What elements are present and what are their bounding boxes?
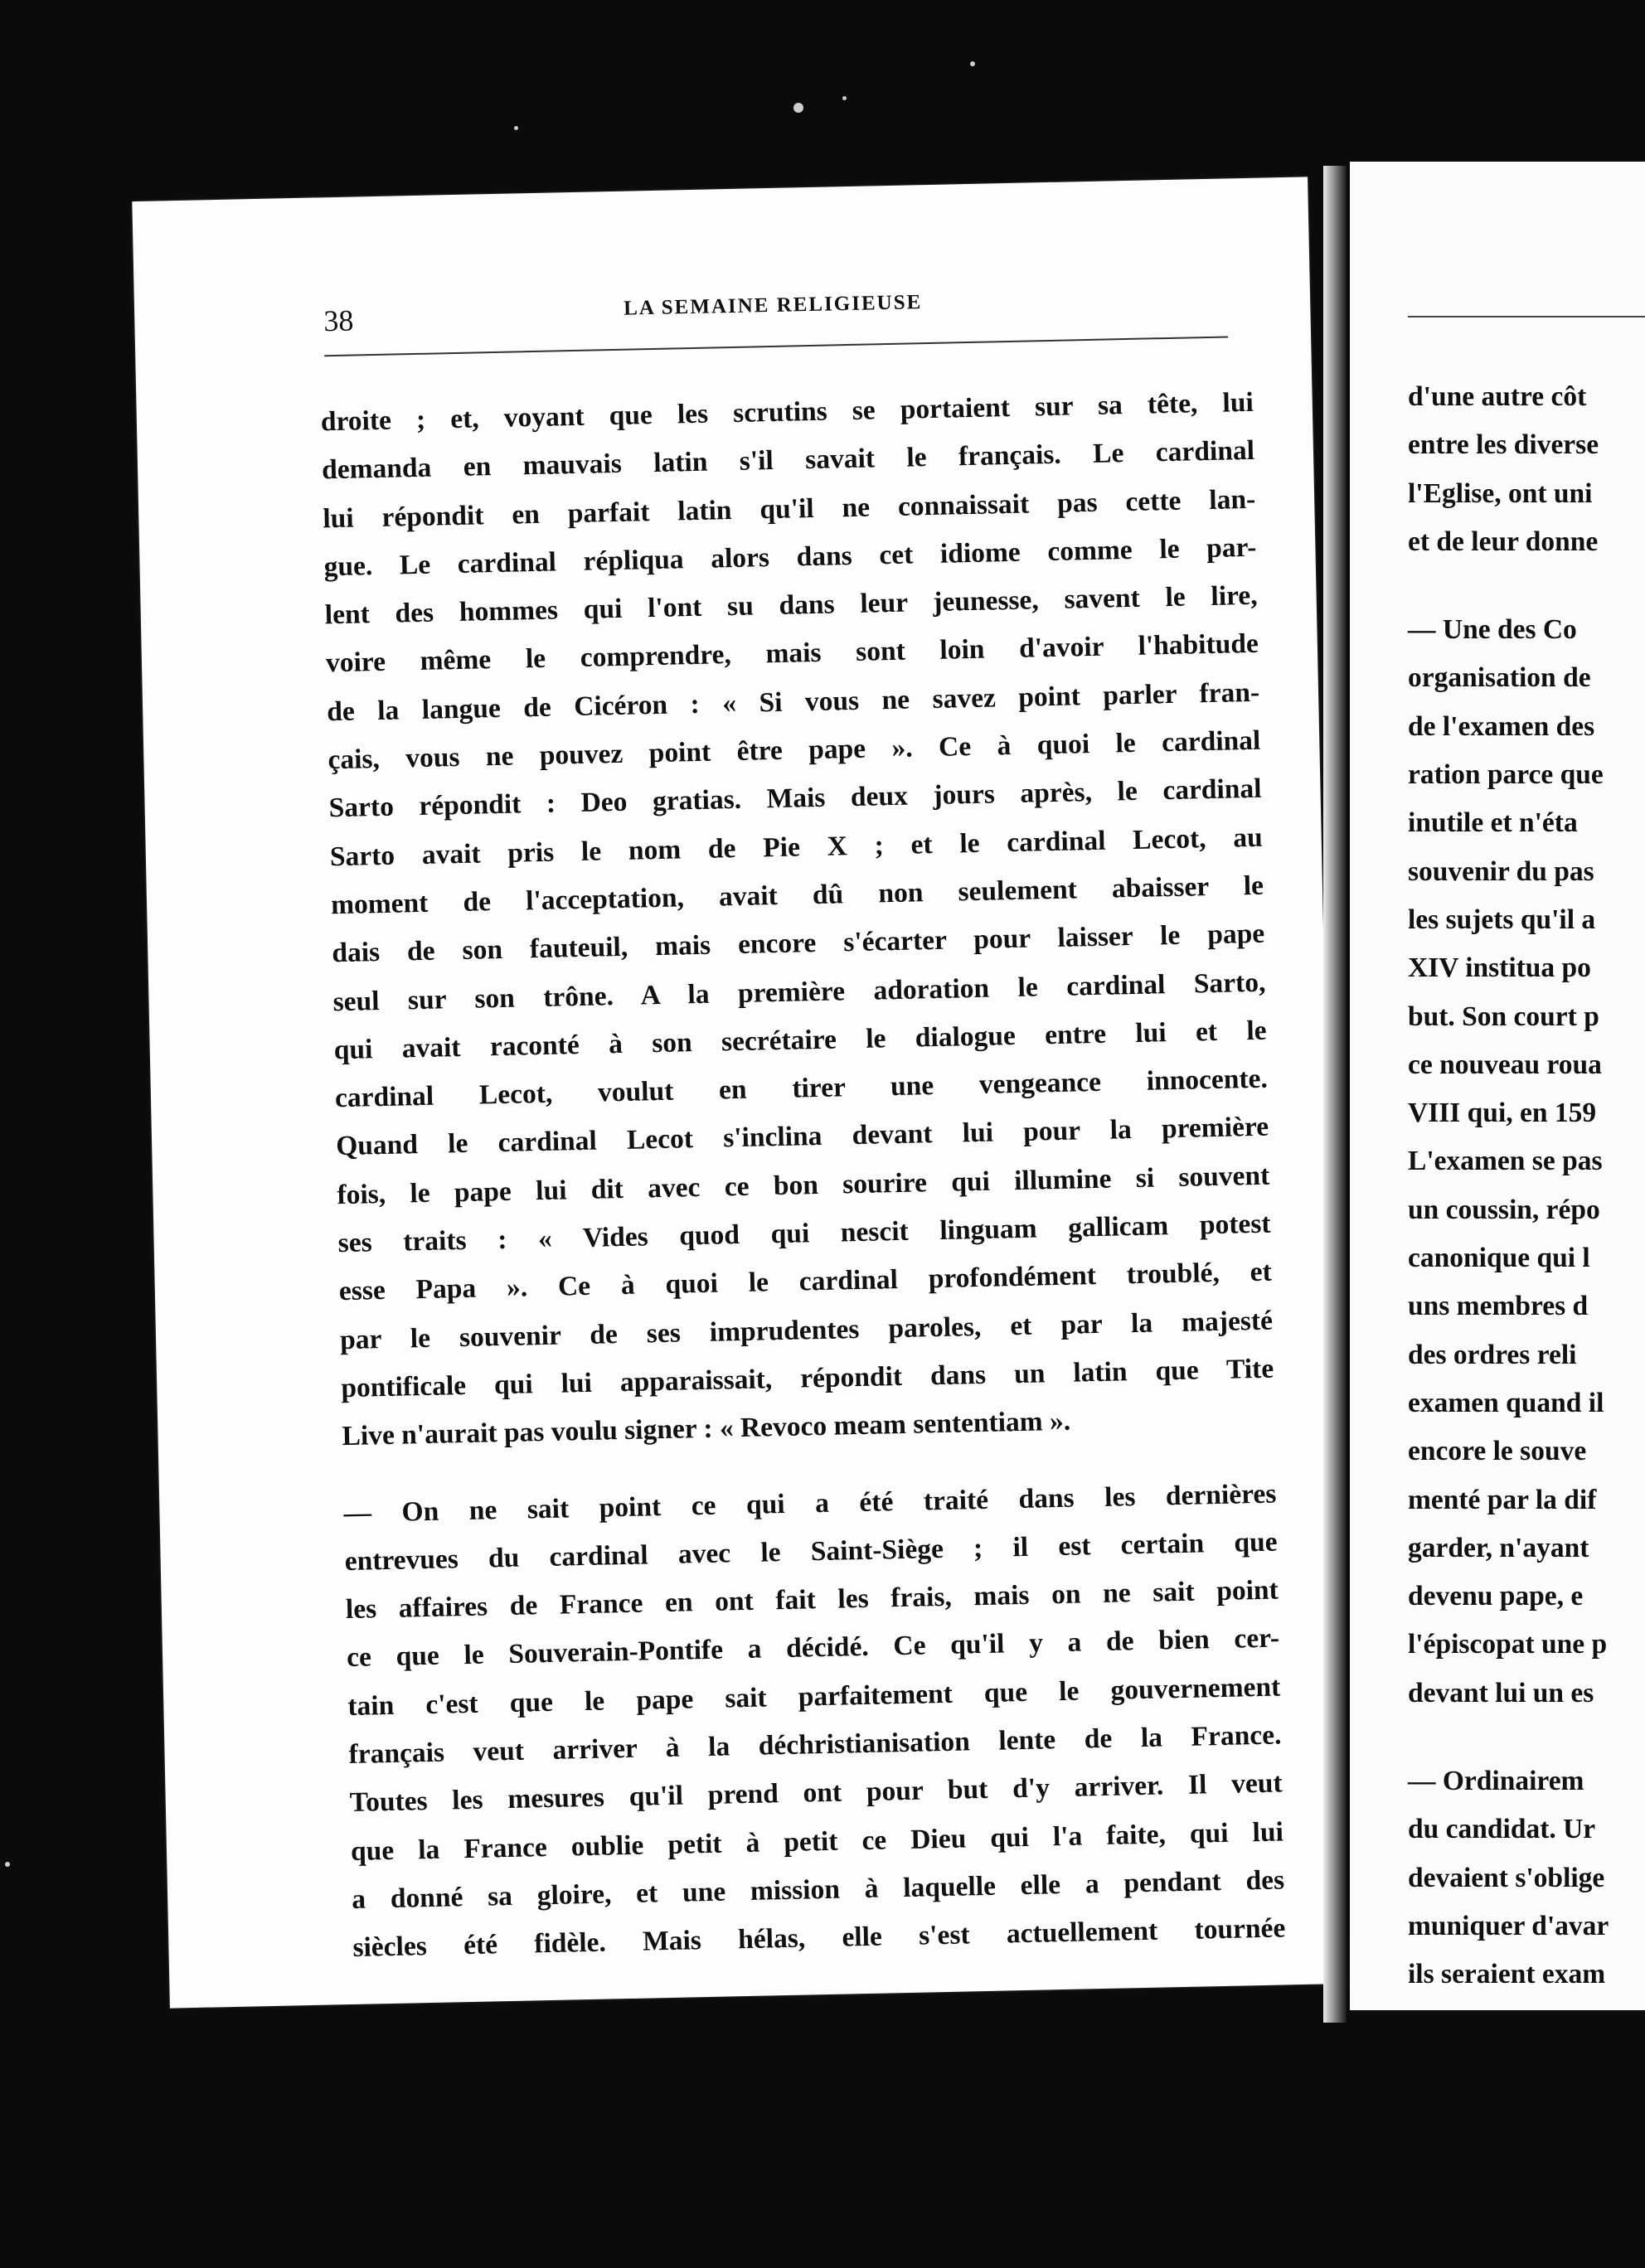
text-line: l'épiscopat une p bbox=[1408, 1629, 1608, 1660]
text-line: souvenir du pas bbox=[1408, 855, 1594, 887]
text-line: cardinal Lecot, voulut en tirer une vengeance innocente. bbox=[334, 1063, 1269, 1114]
text-line: les affaires de France en ont fait les frais, mais on ne sait point bbox=[345, 1574, 1279, 1626]
text-line: — Ordinairem bbox=[1408, 1766, 1584, 1797]
text-line: devant lui un es bbox=[1408, 1677, 1594, 1708]
text-line: des ordres reli bbox=[1408, 1339, 1577, 1370]
text-line: canonique qui l bbox=[1408, 1243, 1590, 1274]
text-line: çais, vous ne pouvez point être pape ». Ce à quoi le cardinal bbox=[328, 724, 1261, 776]
dust-speck bbox=[793, 103, 803, 113]
text-line: lent des hommes qui l'ont su dans leur jeunesse, savent le lire, bbox=[324, 579, 1258, 631]
text-line: moment de l'acceptation, avait dû non seulement abaisser le bbox=[330, 870, 1264, 921]
text-line: Sarto avait pris le nom de Pie X ; et le cardinal Lecot, au bbox=[329, 821, 1264, 872]
text-line: seul sur son trône. A la première adoration le cardinal Sarto, bbox=[332, 967, 1266, 1017]
dust-speck bbox=[5, 1862, 10, 1867]
text-line: voire même le comprendre, mais sont loin d'avoir l'habitude bbox=[325, 628, 1259, 679]
text-line: organisation de bbox=[1408, 662, 1591, 694]
text-line: d'une autre côt bbox=[1408, 381, 1587, 412]
paragraph bbox=[343, 1470, 1286, 1972]
text-line: pontificale qui lui apparaissait, répondit dans un latin que Tite bbox=[340, 1353, 1274, 1404]
dust-speck bbox=[970, 61, 975, 66]
paragraph bbox=[320, 379, 1275, 1461]
book-spine bbox=[1323, 166, 1347, 2023]
paragraph bbox=[1408, 373, 1609, 566]
text-line: esse Papa ». Ce à quoi le cardinal profondément troublé, et bbox=[338, 1256, 1273, 1307]
text-line: but. Son court p bbox=[1408, 1001, 1599, 1032]
text-line: Quand le cardinal Lecot s'inclina devant lui pour la première bbox=[335, 1112, 1269, 1162]
right-page-text bbox=[1408, 373, 1609, 1999]
text-line: les sujets qu'il a bbox=[1408, 904, 1596, 935]
text-line: encore le souve bbox=[1408, 1436, 1587, 1467]
text-line: entrevues du cardinal avec le Saint-Siège ; il est certain que bbox=[344, 1526, 1278, 1577]
text-line: ration parce que bbox=[1408, 759, 1604, 791]
text-line: muniquer d'avar bbox=[1408, 1910, 1609, 1941]
text-line: par le souvenir de ses imprudentes paroles, et par la majesté bbox=[339, 1305, 1274, 1355]
text-line: demanda en mauvais latin s'il savait le français. Le cardinal bbox=[321, 435, 1255, 486]
text-line: ils seraient exam bbox=[1408, 1959, 1606, 1990]
text-line: devenu pape, e bbox=[1408, 1581, 1584, 1612]
text-line: l'Eglise, ont uni bbox=[1408, 477, 1593, 509]
text-line: français veut arriver à la déchristianisation lente de la France. bbox=[348, 1719, 1282, 1771]
text-line: Live n'aurait pas voulu signer : « Revoco meam sententiam ». bbox=[342, 1405, 1071, 1452]
text-line: — Une des Co bbox=[1408, 614, 1577, 646]
text-line: inutile et n'éta bbox=[1408, 807, 1578, 839]
main-text bbox=[320, 379, 1286, 1973]
header-rule bbox=[1408, 316, 1645, 317]
text-line: — On ne sait point ce qui a été traité dans les dernières bbox=[343, 1478, 1277, 1529]
text-line: ce que le Souverain-Pontife a décidé. Ce qu'il y a de bien cer- bbox=[346, 1622, 1280, 1674]
text-line: menté par la dif bbox=[1408, 1484, 1597, 1515]
left-page bbox=[132, 177, 1345, 2008]
text-line: dais de son fauteuil, mais encore s'écarter pour laisser le pape bbox=[331, 918, 1265, 969]
text-line: ses traits : « Vides quod qui nescit linguam gallicam potest bbox=[337, 1208, 1271, 1259]
text-line: devaient s'oblige bbox=[1408, 1862, 1605, 1893]
text-line: VIII qui, en 159 bbox=[1408, 1098, 1597, 1129]
paragraph bbox=[1408, 1757, 1609, 1999]
text-line: garder, n'ayant bbox=[1408, 1532, 1589, 1563]
text-line: XIV institua po bbox=[1408, 952, 1591, 984]
text-line: gue. Le cardinal répliqua alors dans cet idiome comme le par- bbox=[323, 531, 1257, 583]
right-page bbox=[1350, 162, 1645, 2010]
text-line: que la France oublie petit à petit ce Dieu qui l'a faite, qui lui bbox=[350, 1816, 1284, 1867]
text-line: a donné sa gloire, et une mission à laquelle elle a pendant des bbox=[351, 1864, 1285, 1915]
text-line: de l'examen des bbox=[1408, 710, 1595, 742]
text-line: un coussin, répo bbox=[1408, 1194, 1600, 1225]
text-line: fois, le pape lui dit avec ce bon sourire qui illumine si souvent bbox=[337, 1160, 1270, 1210]
dust-speck bbox=[514, 126, 518, 130]
text-line: qui avait raconté à son secrétaire le dialogue entre lui et le bbox=[333, 1015, 1267, 1066]
paragraph bbox=[1408, 606, 1609, 1718]
text-line: droite ; et, voyant que les scrutins se portaient sur sa tête, lui bbox=[320, 386, 1254, 438]
running-title: LA SEMAINE RELIGIEUSE bbox=[623, 291, 923, 320]
text-line: siècles été fidèle. Mais hélas, elle s'est actuellement tournée bbox=[352, 1912, 1286, 1964]
text-line: tain c'est que le pape sait parfaitement que le gouvernement bbox=[347, 1671, 1281, 1722]
page-number: 38 bbox=[323, 303, 354, 338]
text-line: entre les diverse bbox=[1408, 429, 1599, 461]
text-line: de la langue de Cicéron : « Si vous ne savez point parler fran- bbox=[326, 676, 1260, 728]
text-line: et de leur donne bbox=[1408, 526, 1599, 557]
dust-speck bbox=[842, 96, 847, 100]
text-line: Sarto répondit : Deo gratias. Mais deux jours après, le cardinal bbox=[328, 773, 1262, 824]
text-line: du candidat. Ur bbox=[1408, 1814, 1596, 1845]
text-line: L'examen se pas bbox=[1408, 1146, 1603, 1177]
text-line: Toutes les mesures qu'il prend ont pour but d'y arriver. Il veut bbox=[349, 1767, 1283, 1819]
text-line: lui répondit en parfait latin qu'il ne connaissait pas cette lan- bbox=[322, 483, 1256, 534]
header-rule bbox=[324, 336, 1228, 356]
text-line: uns membres d bbox=[1408, 1291, 1589, 1322]
text-line: examen quand il bbox=[1408, 1387, 1604, 1418]
text-line: ce nouveau roua bbox=[1408, 1049, 1602, 1080]
